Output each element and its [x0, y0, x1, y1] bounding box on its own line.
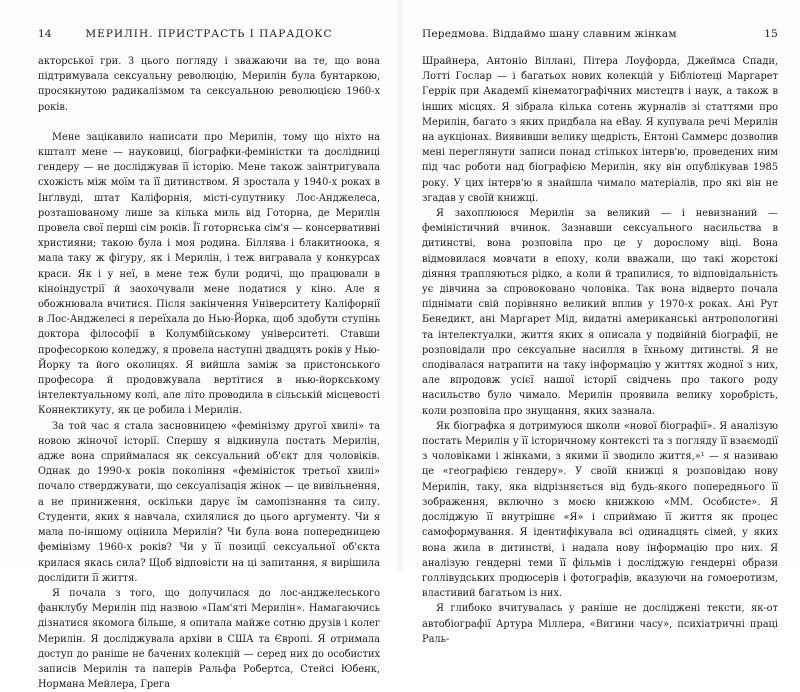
right-page-number: 15 [764, 28, 778, 40]
left-running-head [38, 28, 380, 44]
paragraph: Я глибоко вчитувалась у раніше не досліджені тексти, як-от автобіографії Артура Міллера, «Вигини часу», психіатричні праці Раль- [422, 603, 778, 645]
paragraph: Мене зацікавило написати про Мерилін, тому що ніхто на кшталт мене — науковиці, біографки-феміністки та дослідниці гендеру — не досліджував її історію. Мене також заінтригувала схожість між моїм та її дитинством. Я зростала у 1940-х роках в Інґлвуді, штат Каліфорнія, місті-супутнику Лос-Анджелеса, розташованому лише за кілька миль від Готорна, де Мерилін провела свої перші сім років. Її готорнська сім'я — консервативні християни; такою була і моя родина. Біллява і блакитноока, я мала таку ж фігуру, як і Мерилін, і теж вигравала у конкурсах краси. Як і у неї, в мене теж були родичі, що працювали в кіноіндустрії й заохочували мене податися у кіно. Але я обожнювала вчитися. Після закінчення Університету Каліфорнії в Лос-Анджелесі я переїхала до Нью-Йорка, щоб здобути ступінь доктора філософії в Колумбійському університеті. Ставши професоркою коледжу, я провела наступні двадцять років у Нью-Йорку та його околицях. Я вийшла заміж за пристонського професора й продовжувала вертітися в нью-йоркському інтелектуальному колі, але літо проводила в сільській місцевості Коннектикуту, як це робила і Мерилін. [38, 131, 380, 417]
paragraph: Я почала з того, що долучилася до лос-анджелеського фанклубу Мерилін під назвою «Пам'яті Мерилін». Намагаючись дізнатися якомога більше, я опитала майже сотню друзів і колег Мерилін. Я досліджувала архіви в США та Європі. Я отримала доступ до раніше не бачених колекцій — серед них до особистих записів Мерилін та паперів Ральфа Робертса, Стейсі Юбенк, Нормана Мейлера, Грега [38, 587, 380, 691]
left-page-number: 14 [38, 28, 52, 40]
paragraph: Я захоплююся Мерилін за великий — і невизнаний — феміністичний вчинок. Зазнавши сексуального насильства в дитинстві, вона розповіла про це у дорослому віці. Вона відмовилася мовчати в епоху, коли вважали, що такі жорстокі діяння трапляються рідко, а коли й трапилися, то відповідальність ує дівчина за спровоковано чоловіка. Так вона відверто почала піднімати свій порівняно великий вплив у 1970-х роках. Ані Рут Бенедикт, ані Маргарет Мід, видатні американські антропологині та інтелектуалки, життя яких я описала у подвійній біографії, не розповідали про сексуальне насилля в їхньому дитинстві. Я не сподівалася натрапити на таку інформацію у життях жодної з них, але впродовж усієї нашої історії свідчень про такого роду насильство було чимало. Мерилін проявила велику хоробрість, коли розповіла про знущання, яких зазнала. [422, 208, 778, 417]
left-page [0, 0, 400, 691]
right-page [400, 0, 800, 645]
right-page-text [422, 54, 778, 647]
left-running-title: МЕРИЛІН. ПРИСТРАСТЬ І ПАРАДОКС [85, 28, 333, 40]
right-running-head [422, 28, 778, 44]
paragraph: За той час я стала засновницею «фемінізму другої хвилі» та новою жіночої історії. Спершу я відкинула постать Мерилін, адже вона сприймалася як сексуальний об'єкт для чоловіків. Однак до 1990-х років покоління «феміністок третьої хвилі» почало стверджувати, що сексуалізація жінок — це вивільнення, а не приниження, оскільки дарує їм самопізнання та силу. Студенти, яких я навчала, схилялися до цього аргументу. Чи я мала по-іншому оцінила Мерилін? Чи була вона попередницею фемінізму 1960-х років? Чи у її позиції сексуальної об'єкта крилася якась сила? Щоб відповісти на ці запитання, я вирішила дослідити її життя. [38, 420, 380, 584]
paragraph: акторської гри. З цього погляду і зважаючи на те, що вона підтримувала сексуальну революцію, Мерилін була бунтаркою, просякнутою радикалізмом та сексуальною революцією 1960-х років. [38, 56, 380, 113]
paragraph: Як біографка я дотримуюся школи «нової біографії». Я аналізую постать Мерилін у її історичному контексті та з погляду її взаємодії з чоловіками і жінками, з якими її зводило життя,»¹ — я називаю це «географією гендеру». У своїй книжці я розповідаю нову Мерилін, таку, яка відрізняється від будь-якого попереднього її зображення, включно з моєю книжкою «ММ. Особисте». Я досліджую її внутрішнє «Я» і сприймаю її життя як процес самоформування. Я ідентифікувала всі одинадцять сімей, у яких вона жила в дитинстві, і надала нову інформацію про них. Я аналізую гендерні теми її фільмів і досліджую гендерні образи голлівудських продюсерів і фотографів, вказуючи на гомоеротизм, властивий багатьом із них. [422, 420, 778, 600]
paragraph: Шрайнера, Антоніо Віллані, Пітера Лоуфорда, Джеймса Спади, Лотті Гослар — і багатьох нових колекцій у Бібліотеці Маргарет Геррік при Академії кінематографічних мистецтв і наук, а також в інших місцях. Я зібрала кілька сотень журналів зі статтями про Мерилін, багато з яких придбала на eBay. Я купувала речі Мерилін на аукціонах. Виявивши велику щедрість, Ентоні Саммерс дозволив мені переглянути записи понад стількох інтерв'ю, проведених ним під час роботи над біографією Мерилін, яку він опублікував 1985 року. У цих інтерв'ю я знайшла чимало матеріалів, про які він не згадав у своїй книжці. [422, 56, 778, 204]
left-page-text [38, 54, 380, 692]
right-running-title: Передмова. Віддаймо шану славним жінкам [422, 28, 677, 40]
